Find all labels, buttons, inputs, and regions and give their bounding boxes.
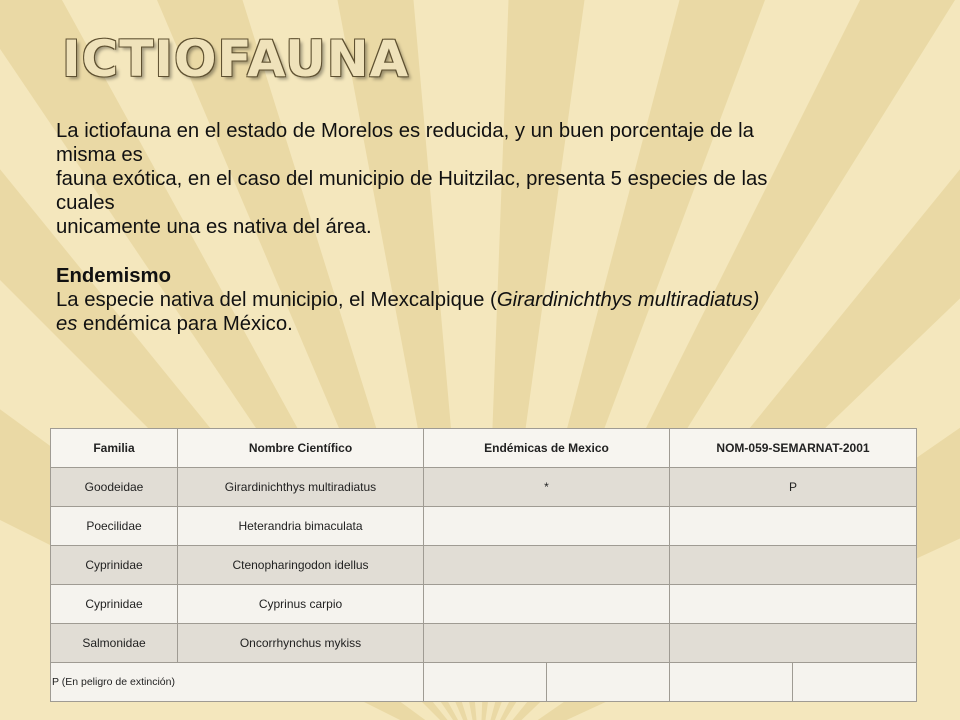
cell-nombre: Girardinichthys multiradiatus — [178, 468, 424, 507]
empty-cell — [547, 663, 670, 702]
cell-familia: Salmonidae — [51, 624, 178, 663]
cell-nombre: Oncorrhynchus mykiss — [178, 624, 424, 663]
endemism-line-1 — [56, 288, 906, 312]
header-familia: Familia — [51, 429, 178, 468]
cell-nombre: Cyprinus carpio — [178, 585, 424, 624]
endemism-line-2 — [56, 312, 906, 336]
endemism-post: endémica para México. — [77, 313, 293, 335]
footnote-cell: P (En peligro de extinción) — [51, 663, 424, 702]
endemism-pre: La especie nativa del municipio, el Mexcalpique ( — [56, 289, 497, 311]
table-footnote-row — [51, 663, 917, 702]
endemism-es: es — [56, 313, 78, 335]
intro-line-3: fauna exótica, en el caso del municipio de Huitzilac, presenta 5 especies de las — [56, 168, 768, 190]
header-nombre-cientifico: Nombre Científico — [178, 429, 424, 468]
table-row — [51, 507, 917, 546]
cell-nom: P — [670, 468, 917, 507]
table-row — [51, 468, 917, 507]
cell-nombre: Ctenopharingodon idellus — [178, 546, 424, 585]
cell-endemica — [424, 546, 670, 585]
table-row — [51, 585, 917, 624]
empty-cell — [670, 663, 793, 702]
intro-line-4: cuales — [56, 192, 115, 214]
intro-line-1: La ictiofauna en el estado de Morelos es reducida, y un buen porcentaje de la — [56, 120, 754, 142]
species-table — [50, 428, 917, 702]
empty-cell — [424, 663, 547, 702]
cell-endemica — [424, 585, 670, 624]
cell-endemica — [424, 507, 670, 546]
endemism-species: Girardinichthys multiradiatus) — [496, 289, 760, 311]
cell-nom — [670, 585, 917, 624]
cell-endemica: * — [424, 468, 670, 507]
page-title: ICTIOFAUNA — [62, 30, 410, 88]
table-row — [51, 624, 917, 663]
header-endemicas: Endémicas de Mexico — [424, 429, 670, 468]
empty-cell — [793, 663, 917, 702]
description-text — [56, 119, 906, 336]
cell-nombre: Heterandria bimaculata — [178, 507, 424, 546]
table-row — [51, 546, 917, 585]
cell-nom — [670, 624, 917, 663]
cell-familia: Goodeidae — [51, 468, 178, 507]
cell-familia: Poecilidae — [51, 507, 178, 546]
header-nom: NOM-059-SEMARNAT-2001 — [670, 429, 917, 468]
cell-familia: Cyprinidae — [51, 546, 178, 585]
endemism-heading: Endemismo — [56, 265, 171, 287]
cell-nom — [670, 507, 917, 546]
cell-endemica — [424, 624, 670, 663]
intro-line-2: misma es — [56, 144, 143, 166]
cell-nom — [670, 546, 917, 585]
cell-familia: Cyprinidae — [51, 585, 178, 624]
intro-line-5: unicamente una es nativa del área. — [56, 216, 372, 238]
table-header-row — [51, 429, 917, 468]
